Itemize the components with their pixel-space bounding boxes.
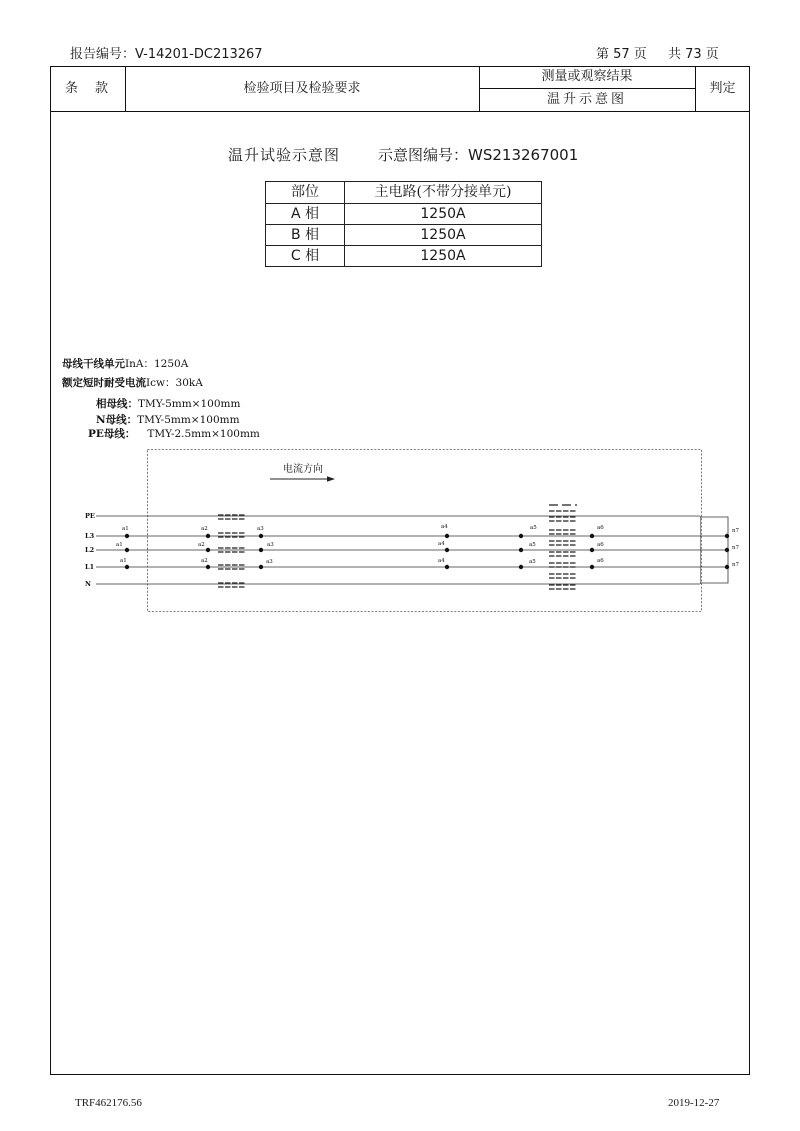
page-total: 共 73 页 — [668, 47, 719, 62]
table-header-main-circuit: 主电路(不带分接单元) — [345, 182, 542, 204]
table-cell-current: 1250A — [345, 246, 542, 267]
header-clause: 条 款 — [64, 80, 110, 96]
junction-dot — [590, 565, 594, 569]
spec-value: TMY-5mm×100mm — [137, 414, 240, 426]
spec-value: TMY-2.5mm×100mm — [147, 428, 260, 440]
junction-dot — [259, 534, 263, 538]
node-label: a5 — [530, 525, 537, 531]
junction-dot — [519, 565, 523, 569]
node-label: a2 — [201, 526, 208, 532]
table-cell-phase: C 相 — [266, 246, 345, 267]
node-label: n7 — [732, 562, 740, 568]
table-row — [266, 225, 542, 246]
node-label: a4 — [438, 541, 445, 547]
bus-label-l2: L2 — [85, 546, 95, 555]
header-result-sub: 温升示意图 — [546, 91, 627, 107]
bus-label-n: N — [85, 580, 91, 589]
junction-dot — [125, 565, 129, 569]
form-number: TRF462176.56 — [75, 1097, 142, 1109]
node-label: a2 — [198, 542, 205, 548]
node-label: a3 — [266, 559, 273, 565]
node-label: a3 — [267, 542, 274, 548]
table-row — [266, 246, 542, 267]
junction-dot — [259, 548, 263, 552]
junction-dot — [590, 534, 594, 538]
spec-label: 母线干线单元 — [62, 358, 125, 370]
page-current: 第 57 页 — [596, 47, 647, 62]
junction-dot — [519, 534, 523, 538]
spec-rated-current — [62, 358, 188, 371]
spec-label: 相母线： — [96, 398, 138, 410]
junction-dot — [125, 548, 129, 552]
table-cell-phase: A 相 — [266, 204, 345, 225]
node-label: n7 — [732, 528, 740, 534]
junction-dot — [206, 548, 210, 552]
table-header-row — [266, 182, 542, 204]
node-label: n7 — [732, 545, 740, 551]
spec-label: PE母线： — [88, 428, 136, 440]
node-label: a3 — [257, 526, 264, 532]
diagram-title: 温升试验示意图 — [228, 146, 341, 164]
junction-dot — [125, 534, 129, 538]
table-cell-phase: B 相 — [266, 225, 345, 246]
spec-neutral-busbar — [96, 414, 240, 427]
current-direction-label: 电流方向 — [283, 464, 323, 475]
node-label: a1 — [122, 526, 129, 532]
header-divider — [50, 111, 750, 112]
node-label: a5 — [529, 542, 536, 548]
table-header-position: 部位 — [266, 182, 345, 204]
table-cell-current: 1250A — [345, 204, 542, 225]
spec-label: 额定短时耐受电流 — [62, 377, 146, 389]
node-label: a6 — [597, 558, 604, 564]
node-label: a4 — [438, 558, 445, 564]
table-row — [266, 204, 542, 225]
junction-dot — [725, 534, 729, 538]
bus-label-l1: L1 — [85, 563, 95, 572]
report-date: 2019-12-27 — [668, 1097, 720, 1109]
header-verdict: 判定 — [709, 80, 736, 96]
spec-short-time-current — [62, 377, 203, 390]
junction-dot — [519, 548, 523, 552]
junction-dot — [206, 534, 210, 538]
junction-dot — [725, 548, 729, 552]
report-number: 报告编号：V-14201-DC213267 — [70, 47, 263, 62]
node-label: a2 — [201, 558, 208, 564]
spec-value: InA：1250A — [125, 358, 189, 370]
node-label: a1 — [116, 542, 123, 548]
header-inspection-item: 检验项目及检验要求 — [243, 80, 361, 96]
node-label: a6 — [597, 542, 604, 548]
table-cell-current: 1250A — [345, 225, 542, 246]
node-label: a5 — [529, 559, 536, 565]
bus-label-l3: L3 — [85, 532, 95, 541]
temperature-rise-wiring-diagram — [60, 440, 760, 620]
spec-value: Icw：30kA — [146, 377, 203, 389]
node-label: a6 — [597, 525, 604, 531]
spec-phase-busbar — [96, 398, 240, 411]
test-enclosure-outline — [148, 450, 702, 612]
junction-dot — [259, 565, 263, 569]
node-label: a1 — [120, 558, 127, 564]
junction-dot — [206, 565, 210, 569]
header-result: 测量或观察结果 — [541, 69, 633, 84]
spec-value: TMY-5mm×100mm — [138, 398, 241, 410]
bus-label-pe: PE — [85, 512, 95, 521]
junction-dot — [590, 548, 594, 552]
junction-dot — [445, 548, 449, 552]
diagram-number-label: 示意图编号： — [378, 146, 469, 164]
junction-dot — [445, 534, 449, 538]
rated-current-table — [265, 181, 542, 267]
junction-dot — [725, 565, 729, 569]
junction-dot — [445, 565, 449, 569]
current-direction-arrowhead — [327, 476, 335, 482]
diagram-number: WS213267001 — [468, 146, 579, 164]
spec-label: N母线： — [96, 414, 138, 426]
node-label: a4 — [441, 524, 448, 530]
